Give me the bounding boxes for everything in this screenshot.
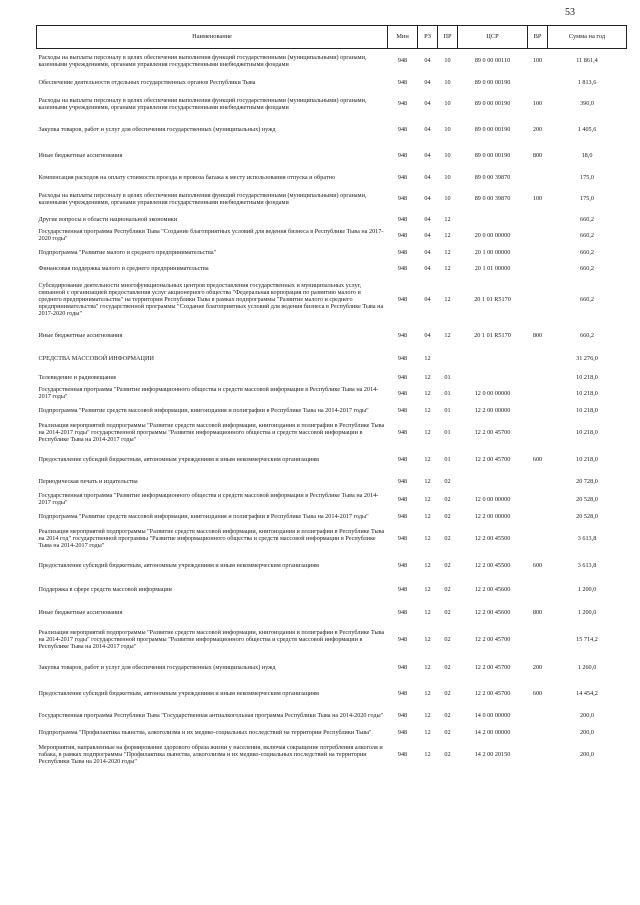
table-row xyxy=(37,580,627,601)
table-row xyxy=(37,655,627,682)
cell-min: 948 xyxy=(397,231,408,239)
cell-name: Компенсация расходов на оплату стоимости проезда и провоза багажа к месту использования отпуска и обратно xyxy=(38,173,336,181)
cell-pr: 02 xyxy=(444,535,451,543)
cell-sum: 10 218,0 xyxy=(576,456,598,464)
cell-rz: 04 xyxy=(424,57,431,65)
cell-pr: 02 xyxy=(444,585,451,593)
cell-vr xyxy=(528,386,548,403)
cell-name: Подпрограмма "Развитие средств массовой информации, книгоиздания и полиграфии в Республике Тыва на 2014-2017 годы" xyxy=(38,406,369,414)
cell-min: 948 xyxy=(397,512,408,520)
table-row xyxy=(37,245,627,262)
cell-min: 948 xyxy=(397,751,408,759)
cell-vr xyxy=(528,725,548,742)
cell-rz: 04 xyxy=(424,100,431,108)
cell-sum: 200,0 xyxy=(580,728,594,736)
cell-vr: 800 xyxy=(532,332,543,340)
cell-pr: 10 xyxy=(444,173,451,181)
cell-rz: 12 xyxy=(424,535,431,543)
cell-sum: 20 528,0 xyxy=(576,512,598,520)
cell-sum: 175,0 xyxy=(580,195,594,203)
table-row xyxy=(37,682,627,708)
table-row xyxy=(37,277,627,325)
cell-name: Подпрограмма "Развитие средств массовой информации, книгоиздания и полиграфии в Республике Тыва на 2014-2017 годы" xyxy=(38,512,369,520)
table-row xyxy=(37,349,627,371)
cell-sum: 660,2 xyxy=(580,215,594,223)
cell-sum: 31 276,0 xyxy=(576,355,598,363)
budget-table xyxy=(36,25,627,770)
table-header-row xyxy=(37,26,627,49)
cell-csr: 20 0 00 00000 xyxy=(474,231,511,239)
cell-vr xyxy=(528,371,548,386)
cell-rz: 12 xyxy=(424,478,431,486)
cell-sum: 660,2 xyxy=(580,264,594,272)
cell-rz: 04 xyxy=(424,296,431,304)
cell-name: Расходы на выплаты персоналу в целях обеспечения выполнения функций государственными (муниципальными) органами, казенными учреждениями, органами управления государственными внебюджетными фондами xyxy=(38,191,367,206)
cell-name: Предоставление субсидий бюджетным, автономным учреждениям и иным некоммерческим организациям xyxy=(38,562,319,570)
cell-rz: 12 xyxy=(424,406,431,414)
cell-min: 948 xyxy=(397,389,408,397)
cell-min: 948 xyxy=(397,728,408,736)
cell-rz: 04 xyxy=(424,173,431,181)
cell-sum: 3 613,8 xyxy=(577,535,597,543)
cell-pr: 02 xyxy=(444,512,451,520)
cell-pr: 02 xyxy=(444,728,451,736)
cell-vr xyxy=(528,627,548,655)
cell-csr: 89 0 00 00190 xyxy=(474,126,511,134)
cell-csr: 12 2 00 45700 xyxy=(474,690,511,698)
cell-min: 948 xyxy=(397,535,408,543)
cell-rz: 12 xyxy=(424,389,431,397)
cell-name: Реализация мероприятий подпрограммы "Развитие средств массовой информации, книгоиздания и полиграфии в Республике Тыва на 2014-2017 годы" государственной программы "Развитие информационного общества и средств массовой информации в Республике Тыва на 2014-2017 годы" xyxy=(38,422,385,443)
cell-csr: 12 0 00 00000 xyxy=(474,389,511,397)
cell-name: Расходы на выплаты персоналу в целях обеспечения выполнения функций государственными (муниципальными) органами, казенными учреждениями, органами управления государственными внебюджетными фондами xyxy=(38,53,367,68)
cell-sum: 1 200,0 xyxy=(577,609,597,617)
header-csr: ЦСР xyxy=(458,26,528,49)
table-row xyxy=(37,118,627,144)
table-row xyxy=(37,725,627,742)
cell-pr xyxy=(438,349,458,371)
cell-vr xyxy=(528,580,548,601)
cell-name: Закупка товаров, работ и услуг для обеспечения государственных (муниципальных) нужд xyxy=(38,663,276,671)
cell-vr: 200 xyxy=(532,126,543,134)
cell-min: 948 xyxy=(397,173,408,181)
table-row xyxy=(37,403,627,420)
cell-csr: 12 2 00 45700 xyxy=(474,456,511,464)
cell-csr: 89 0 00 00190 xyxy=(474,78,511,86)
cell-csr xyxy=(458,371,528,386)
table-row xyxy=(37,554,627,580)
cell-name: Реализация мероприятий подпрограммы "Развитие средств массовой информации, книгоиздания и полиграфии в Республике Тыва на 2014-2017 годы" государственной программы "Развитие информационного общества и средств массовой информации в Республике Тыва на 2014-2017 годы" xyxy=(38,629,385,650)
cell-sum: 390,0 xyxy=(580,100,594,108)
cell-name: Обеспечение деятельности отдельных государственных органов Республики Тыва xyxy=(38,78,256,86)
cell-sum: 10 218,0 xyxy=(576,406,598,414)
cell-vr xyxy=(528,403,548,420)
cell-name: Государственная программа "Развитие информационного общества и средств массовой информации в Республике Тыва на 2014-2017 годы" xyxy=(38,492,379,506)
cell-name: Другие вопросы в области национальной экономики xyxy=(38,215,178,223)
cell-min: 948 xyxy=(397,429,408,437)
cell-vr: 600 xyxy=(532,456,543,464)
cell-pr: 01 xyxy=(444,406,451,414)
cell-pr: 01 xyxy=(444,456,451,464)
cell-pr: 10 xyxy=(444,126,451,134)
cell-pr: 12 xyxy=(444,296,451,304)
cell-name: Иные бюджетные ассигнования xyxy=(38,332,123,340)
cell-pr: 01 xyxy=(444,389,451,397)
cell-min: 948 xyxy=(397,406,408,414)
cell-min: 948 xyxy=(397,478,408,486)
cell-vr xyxy=(528,213,548,228)
cell-name: СРЕДСТВА МАССОВОЙ ИНФОРМАЦИИ xyxy=(38,355,154,363)
cell-rz: 04 xyxy=(424,195,431,203)
cell-rz: 12 xyxy=(424,456,431,464)
cell-rz: 12 xyxy=(424,562,431,570)
cell-sum: 14 454,2 xyxy=(576,690,598,698)
cell-name: Иные бюджетные ассигнования xyxy=(38,152,123,160)
header-pr: ПР xyxy=(438,26,458,49)
table-row xyxy=(37,627,627,655)
cell-vr: 200 xyxy=(532,663,543,671)
table-row xyxy=(37,170,627,187)
cell-pr: 02 xyxy=(444,478,451,486)
cell-min: 948 xyxy=(397,609,408,617)
cell-rz: 04 xyxy=(424,231,431,239)
cell-vr xyxy=(528,262,548,277)
cell-rz: 04 xyxy=(424,78,431,86)
header-name: Наименование xyxy=(37,26,388,49)
cell-sum: 175,0 xyxy=(580,173,594,181)
cell-pr: 10 xyxy=(444,152,451,160)
cell-sum: 15 714,2 xyxy=(576,636,598,644)
table-row xyxy=(37,526,627,554)
cell-name: Поддержка в сфере средств массовой информации xyxy=(38,585,172,593)
cell-pr: 01 xyxy=(444,429,451,437)
cell-csr: 12 2 00 45700 xyxy=(474,636,511,644)
cell-name: Реализация мероприятий подпрограммы "Развитие средств массовой информации, книгоиздания и полиграфии в Республике Тыва на 2014 год" государственной программы "Развитие информационного общества и средств массовой информации в Республике Тыва на 2014-2017 годы" xyxy=(38,528,385,549)
cell-min: 948 xyxy=(397,332,408,340)
cell-pr: 10 xyxy=(444,100,451,108)
cell-min: 948 xyxy=(397,78,408,86)
cell-name: Периодическая печать и издательства xyxy=(38,478,138,486)
table-row xyxy=(37,371,627,386)
cell-sum: 660,2 xyxy=(580,248,594,256)
cell-vr xyxy=(528,349,548,371)
cell-rz: 12 xyxy=(424,512,431,520)
cell-pr: 12 xyxy=(444,248,451,256)
cell-rz: 12 xyxy=(424,690,431,698)
cell-csr: 20 1 01 R5170 xyxy=(474,332,511,340)
cell-sum: 10 218,0 xyxy=(576,373,598,381)
cell-name: Предоставление субсидий бюджетным, автономным учреждениям и иным некоммерческим организациям xyxy=(38,690,319,698)
cell-pr: 12 xyxy=(444,231,451,239)
cell-vr: 800 xyxy=(532,152,543,160)
cell-rz: 12 xyxy=(424,495,431,503)
cell-min: 948 xyxy=(397,711,408,719)
cell-csr: 12 2 00 45700 xyxy=(474,429,511,437)
cell-vr xyxy=(528,526,548,554)
cell-name: Телевидение и радиовещание xyxy=(38,373,117,381)
cell-min: 948 xyxy=(397,690,408,698)
cell-csr xyxy=(458,213,528,228)
cell-sum: 10 218,0 xyxy=(576,389,598,397)
cell-name: Иные бюджетные ассигнования xyxy=(38,609,123,617)
cell-rz: 04 xyxy=(424,264,431,272)
cell-pr: 12 xyxy=(444,332,451,340)
cell-rz: 04 xyxy=(424,126,431,134)
cell-min: 948 xyxy=(397,264,408,272)
cell-name: Расходы на выплаты персоналу в целях обеспечения выполнения функций государственными (муниципальными) органами, казенными учреждениями, органами управления государственными внебюджетными фондами xyxy=(38,96,367,111)
cell-csr: 14 0 00 00000 xyxy=(474,711,511,719)
cell-min: 948 xyxy=(397,636,408,644)
cell-pr: 02 xyxy=(444,609,451,617)
cell-vr xyxy=(528,474,548,492)
cell-min: 948 xyxy=(397,373,408,381)
cell-csr: 12 2 00 00000 xyxy=(474,512,511,520)
cell-sum: 1 260,0 xyxy=(577,663,597,671)
header-min: Мин xyxy=(388,26,418,49)
cell-csr xyxy=(458,474,528,492)
cell-min: 948 xyxy=(397,456,408,464)
cell-min: 948 xyxy=(397,126,408,134)
cell-min: 948 xyxy=(397,152,408,160)
cell-pr: 02 xyxy=(444,562,451,570)
cell-csr: 89 0 00 39870 xyxy=(474,195,511,203)
table-row xyxy=(37,92,627,118)
cell-vr xyxy=(528,509,548,526)
cell-min: 948 xyxy=(397,663,408,671)
cell-vr xyxy=(528,228,548,245)
cell-name: Финансовая поддержка малого и среднего предпринимательства xyxy=(38,264,209,272)
table-row xyxy=(37,708,627,725)
cell-csr: 89 0 00 39870 xyxy=(474,173,511,181)
cell-min: 948 xyxy=(397,215,408,223)
cell-vr: 600 xyxy=(532,690,543,698)
cell-min: 948 xyxy=(397,562,408,570)
cell-rz: 12 xyxy=(424,373,431,381)
table-row xyxy=(37,601,627,627)
table-row xyxy=(37,213,627,228)
cell-rz: 12 xyxy=(424,355,431,363)
header-sum: Сумма на год xyxy=(548,26,627,49)
table-row xyxy=(37,474,627,492)
cell-name: Подпрограмма "Профилактика пьянства, алкоголизма и их медико-социальных последствий на территории Республики Тыва" xyxy=(38,728,372,736)
cell-min: 948 xyxy=(397,57,408,65)
table-row xyxy=(37,228,627,245)
cell-sum: 20 528,0 xyxy=(576,495,598,503)
cell-vr xyxy=(528,277,548,325)
table-row xyxy=(37,262,627,277)
cell-csr: 12 2 00 45500 xyxy=(474,535,511,543)
cell-pr: 02 xyxy=(444,690,451,698)
cell-pr: 10 xyxy=(444,57,451,65)
cell-min: 948 xyxy=(397,296,408,304)
cell-csr: 89 0 00 00110 xyxy=(474,57,511,65)
cell-name: Субсидирование деятельности многофункциональных центров предоставления государственных и муниципальных услуг, связанной с организацией предоставления услуг акционерного общества "Федеральная корпорация по развитию малого и среднего предпринимательства" на территории Республики Тыва в рамках подпрограммы "Развитие малого и среднего предпринимательства" государственной программы "Создание благоприятных условий для ведения бизнеса в Республике Тыва на 2017-2020 годы" xyxy=(38,282,384,317)
cell-csr: 89 0 00 00190 xyxy=(474,100,511,108)
cell-pr: 02 xyxy=(444,751,451,759)
cell-rz: 12 xyxy=(424,663,431,671)
cell-vr: 100 xyxy=(532,195,543,203)
cell-csr: 12 2 00 45600 xyxy=(474,609,511,617)
cell-name: Подпрограмма "Развитие малого и среднего предпринимательства" xyxy=(38,248,217,256)
cell-pr: 02 xyxy=(444,636,451,644)
cell-sum: 3 613,8 xyxy=(577,562,597,570)
table-row xyxy=(37,420,627,448)
cell-sum: 11 861,4 xyxy=(576,57,598,65)
cell-csr: 14 2 00 20150 xyxy=(474,751,511,759)
cell-vr: 100 xyxy=(532,100,543,108)
cell-csr: 12 2 00 00000 xyxy=(474,406,511,414)
cell-pr: 10 xyxy=(444,78,451,86)
cell-sum: 20 728,0 xyxy=(576,478,598,486)
cell-min: 948 xyxy=(397,355,408,363)
cell-sum: 660,2 xyxy=(580,296,594,304)
cell-name: Закупка товаров, работ и услуг для обеспечения государственных (муниципальных) нужд xyxy=(38,126,276,134)
cell-sum: 660,2 xyxy=(580,332,594,340)
cell-rz: 12 xyxy=(424,609,431,617)
cell-name: Предоставление субсидий бюджетным, автономным учреждениям и иным некоммерческим организациям xyxy=(38,456,319,464)
cell-vr: 100 xyxy=(532,57,543,65)
cell-csr: 12 0 00 00000 xyxy=(474,495,511,503)
cell-rz: 04 xyxy=(424,152,431,160)
cell-vr: 800 xyxy=(532,609,543,617)
cell-sum: 200,0 xyxy=(580,751,594,759)
table-row xyxy=(37,386,627,403)
cell-csr: 12 2 00 45600 xyxy=(474,585,511,593)
cell-sum: 18,0 xyxy=(581,152,593,160)
table-row xyxy=(37,492,627,509)
cell-pr: 12 xyxy=(444,264,451,272)
page-number: 53 xyxy=(565,7,575,18)
cell-vr xyxy=(528,420,548,448)
cell-pr: 01 xyxy=(444,373,451,381)
cell-name: Государственная программа Республики Тыва "Создание благоприятных условий для ведения бизнеса в Республике Тыва на 2017-2020 годы" xyxy=(38,228,384,242)
cell-rz: 04 xyxy=(424,332,431,340)
cell-csr: 20 1 01 R5170 xyxy=(474,296,511,304)
cell-vr xyxy=(528,492,548,509)
cell-min: 948 xyxy=(397,495,408,503)
cell-sum: 10 218,0 xyxy=(576,429,598,437)
cell-csr: 20 1 01 00000 xyxy=(474,264,511,272)
cell-vr: 600 xyxy=(532,562,543,570)
cell-rz: 12 xyxy=(424,636,431,644)
cell-name: Государственная программа "Развитие информационного общества и средств массовой информации в Республике Тыва на 2014-2017 годы" xyxy=(38,386,379,400)
table-row xyxy=(37,325,627,349)
table-row xyxy=(37,49,627,75)
cell-rz: 12 xyxy=(424,585,431,593)
cell-vr xyxy=(528,170,548,187)
table-body xyxy=(37,49,627,770)
table-row xyxy=(37,187,627,213)
cell-vr xyxy=(528,75,548,92)
cell-rz: 12 xyxy=(424,711,431,719)
table-row xyxy=(37,742,627,770)
cell-pr: 10 xyxy=(444,195,451,203)
cell-min: 948 xyxy=(397,585,408,593)
cell-csr: 14 2 00 00000 xyxy=(474,728,511,736)
cell-vr xyxy=(528,245,548,262)
cell-sum: 1 405,6 xyxy=(577,126,597,134)
cell-rz: 12 xyxy=(424,429,431,437)
cell-csr: 89 0 00 00190 xyxy=(474,152,511,160)
table-row xyxy=(37,448,627,474)
cell-pr: 02 xyxy=(444,663,451,671)
header-vr: ВР xyxy=(528,26,548,49)
cell-vr xyxy=(528,742,548,770)
cell-sum: 1 813,6 xyxy=(577,78,597,86)
cell-csr: 12 2 00 45500 xyxy=(474,562,511,570)
cell-csr xyxy=(458,349,528,371)
cell-rz: 04 xyxy=(424,215,431,223)
cell-name: Государственная программа Республики Тыва "Государственная антиалкогольная программа Республики Тыва на 2014-2020 годы" xyxy=(38,711,384,719)
cell-sum: 1 200,0 xyxy=(577,585,597,593)
cell-min: 948 xyxy=(397,100,408,108)
cell-rz: 12 xyxy=(424,751,431,759)
cell-csr: 12 2 00 45700 xyxy=(474,663,511,671)
cell-rz: 12 xyxy=(424,728,431,736)
cell-pr: 02 xyxy=(444,495,451,503)
cell-min: 948 xyxy=(397,248,408,256)
header-rz: РЗ xyxy=(418,26,438,49)
cell-csr: 20 1 00 00000 xyxy=(474,248,511,256)
cell-pr: 12 xyxy=(444,215,451,223)
table-row xyxy=(37,509,627,526)
table-row xyxy=(37,75,627,92)
table-row xyxy=(37,144,627,170)
cell-sum: 660,2 xyxy=(580,231,594,239)
cell-rz: 04 xyxy=(424,248,431,256)
cell-vr xyxy=(528,708,548,725)
cell-name: Мероприятия, направленные на формирование здорового образа жизни у населения, включая сокращение потребления алкоголя и табака, в рамках подпрограммы "Профилактика пьянства, алкоголизма и их медико-социальных последствий на территории Республики Тыва на 2014-2020 годы" xyxy=(38,744,383,765)
cell-min: 948 xyxy=(397,195,408,203)
cell-sum: 200,0 xyxy=(580,711,594,719)
cell-pr: 02 xyxy=(444,711,451,719)
